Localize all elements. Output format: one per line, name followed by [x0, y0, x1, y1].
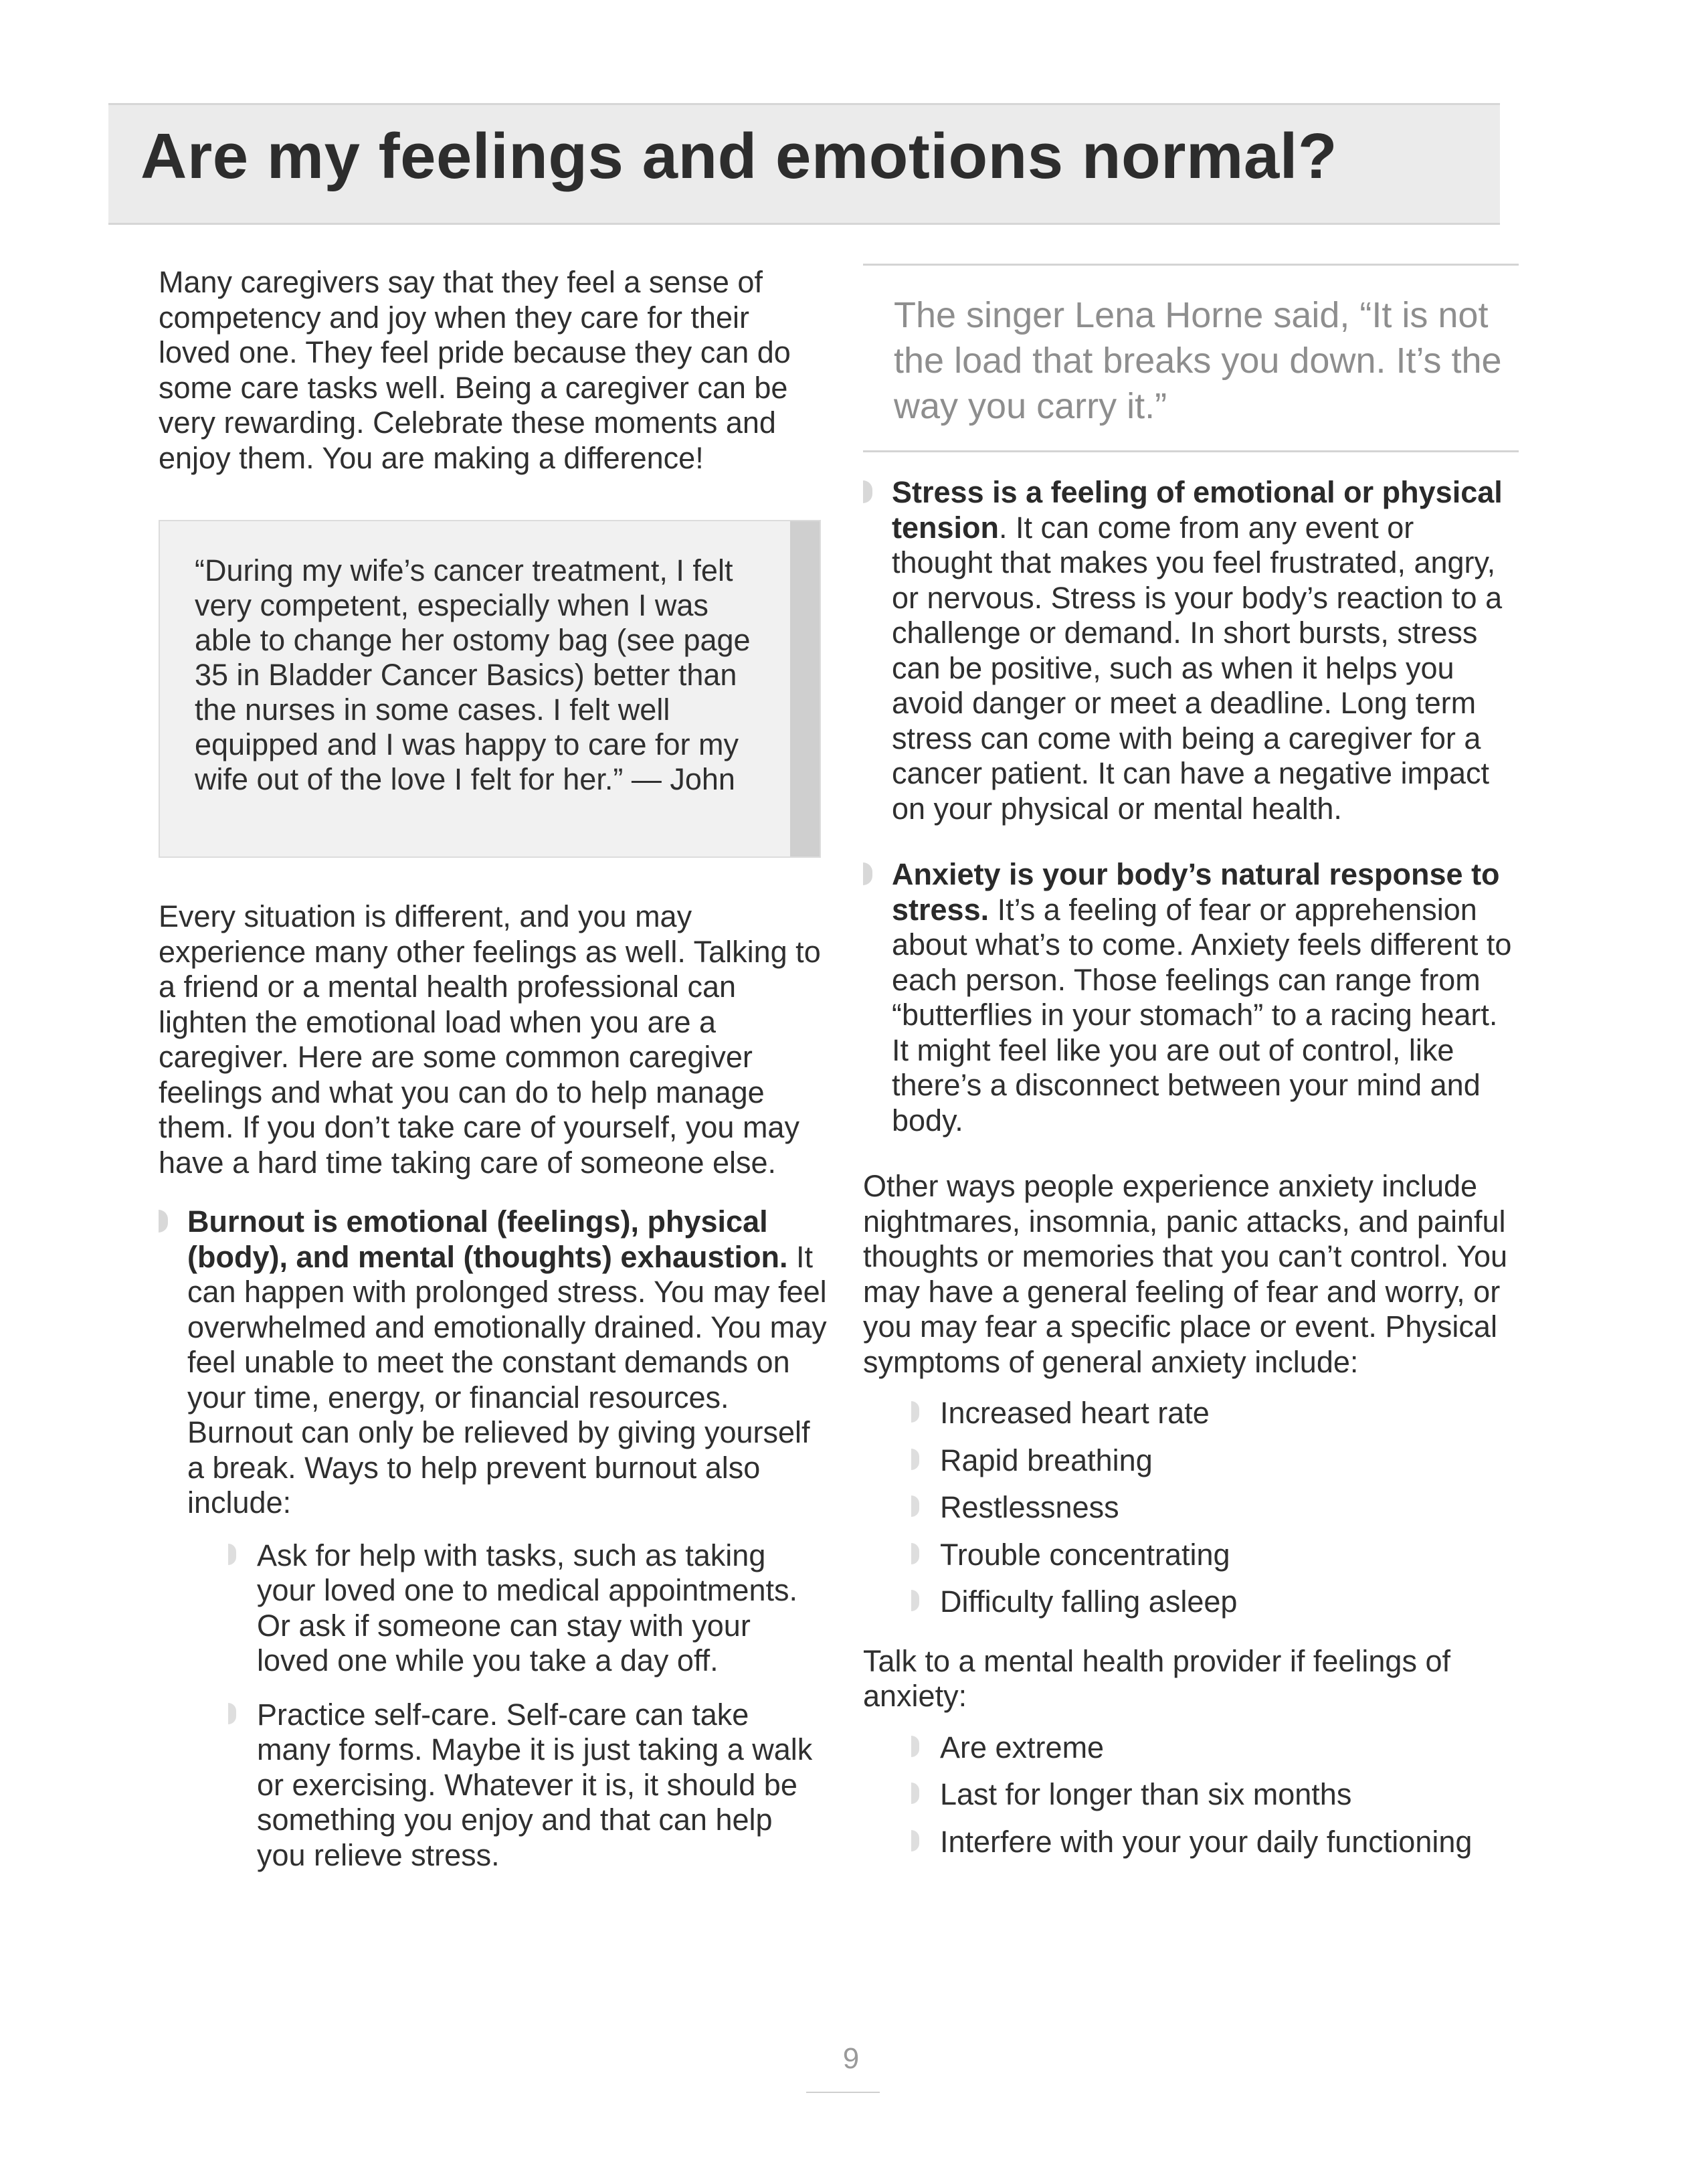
title-banner: [108, 103, 1500, 225]
bullet-marker-icon: [228, 1703, 236, 1724]
page-title: Are my feelings and emotions normal?: [140, 120, 1338, 192]
list-item: [228, 1698, 828, 1874]
burnout-tip: Ask for help with tasks, such as taking your loved one to medical appointments. Or ask if someone can stay with your loved one while you take a day off.: [257, 1538, 797, 1677]
list-item: [911, 1396, 1519, 1431]
pull-quote-text: The singer Lena Horne said, “It is not the load that breaks you down. It’s the way you carry it.”: [894, 295, 1502, 426]
symptom: Rapid breathing: [940, 1443, 1153, 1477]
bullet-marker-icon: [911, 1495, 919, 1517]
bullet-marker-icon: [863, 480, 872, 503]
testimonial-quote-box: [159, 520, 821, 858]
stress-text: . It can come from any event or thought that makes you feel frustrated, angry, or nervous. Stress is your body’s reaction to a challenge or demand. In short bursts, stress can be positive, such as when it helps you avoid danger or meet a deadline. Long term stress can come with being a caregiver for a cancer patient. It can have a negative impact on your physical or mental health.: [892, 510, 1503, 826]
feelings-list: [863, 475, 1519, 1138]
testimonial-quote: “During my wife’s cancer treatment, I felt very competent, especially when I was able to change her ostomy bag (see page 35 in Bladder Cancer Basics) better than the nurses in some cases. I felt well equipped and I was happy to care for my wife out of the love I felt for her.” — John: [195, 553, 751, 796]
intro-paragraph: Many caregivers say that they feel a sense of competency and joy when they care for their loved one. They feel pride because they can do some care tasks well. Being a caregiver can be very rewarding. Celebrate these moments and enjoy them. You are making a difference!: [159, 265, 791, 475]
list-item: [911, 1490, 1519, 1526]
left-column: [159, 265, 828, 1892]
symptom: Trouble concentrating: [940, 1537, 1230, 1572]
burnout-tip: Practice self-care. Self-care can take many forms. Maybe it is just taking a walk or exercising. Whatever it is, it should be something you enjoy and that can help you relieve stress.: [257, 1697, 813, 1872]
bullet-marker-icon: [228, 1544, 236, 1565]
burnout-item: [159, 1204, 828, 1521]
list-item: [228, 1538, 828, 1679]
bullet-marker-icon: [911, 1736, 919, 1757]
burnout-text: It can happen with prolonged stress. You may feel overwhelmed and emotionally drained. You may feel unable to meet the constant demands on your time, energy, or financial resources. Burnout can only be relieved by giving yourself a break. Ways to help prevent burnout also include:: [187, 1239, 827, 1520]
list-item: [911, 1443, 1519, 1479]
list-item: [911, 1825, 1519, 1860]
page-number-rule: [806, 2092, 880, 2093]
bullet-marker-icon: [911, 1830, 919, 1851]
stress-paragraph: [892, 475, 1519, 826]
situation-paragraph: Every situation is different, and you may experience many other feelings as well. Talking to a friend or a mental health professional can lighten the emotional load when you are a caregiver. Here are some common caregiver feelings and what you can do to help manage them. If you don’t take care of yourself, you may have a hard time taking care of someone else.: [159, 899, 821, 1180]
anxiety-text: It’s a feeling of fear or apprehension about what’s to come. Anxiety feels different to each person. Those feelings can range from “butterflies in your stomach” to a racing heart. It might feel like you are out of control, like there’s a disconnect between your mind and body.: [892, 892, 1512, 1138]
bullet-marker-icon: [159, 1210, 168, 1233]
talk-paragraph: Talk to a mental health provider if feelings of anxiety:: [863, 1643, 1450, 1713]
list-item: [911, 1730, 1519, 1766]
pull-quote: [863, 264, 1519, 452]
symptom: Restlessness: [940, 1490, 1119, 1524]
right-column: [863, 264, 1519, 1872]
bullet-marker-icon: [911, 1449, 919, 1470]
list-item: [911, 1538, 1519, 1573]
conditions-list: [911, 1730, 1519, 1860]
burnout-heading: Burnout is emotional (feelings), physical (body), and mental (thoughts) exhaustion.: [187, 1204, 788, 1274]
stress-item: [863, 475, 1519, 826]
bullet-marker-icon: [911, 1401, 919, 1423]
quote-box-accent: [790, 521, 820, 856]
burnout-paragraph: [187, 1204, 828, 1521]
symptom: Difficulty falling asleep: [940, 1584, 1238, 1619]
condition: Are extreme: [940, 1730, 1105, 1764]
symptom: Increased heart rate: [940, 1396, 1210, 1430]
anxiety-item: [863, 857, 1519, 1138]
page-number: 9: [842, 2042, 860, 2075]
bullet-marker-icon: [911, 1783, 919, 1804]
bullet-marker-icon: [911, 1543, 919, 1564]
burnout-tips-list: [228, 1538, 828, 1874]
other-ways-paragraph: Other ways people experience anxiety include nightmares, insomnia, panic attacks, and painful thoughts or memories that you can’t control. You may have a general feeling of fear and worry, or you may fear a specific place or event. Physical symptoms of general anxiety include:: [863, 1169, 1508, 1379]
list-item: [911, 1584, 1519, 1620]
condition: Last for longer than six months: [940, 1777, 1352, 1811]
symptoms-list: [911, 1396, 1519, 1620]
condition: Interfere with your your daily functioning: [940, 1824, 1473, 1859]
bullet-marker-icon: [911, 1590, 919, 1611]
anxiety-heading: Anxiety is your body’s natural response to stress.: [892, 857, 1500, 927]
list-item: [911, 1777, 1519, 1813]
anxiety-paragraph: [892, 857, 1519, 1138]
stress-heading: Stress is a feeling of emotional or physical tension: [892, 475, 1503, 545]
bullet-marker-icon: [863, 862, 872, 885]
